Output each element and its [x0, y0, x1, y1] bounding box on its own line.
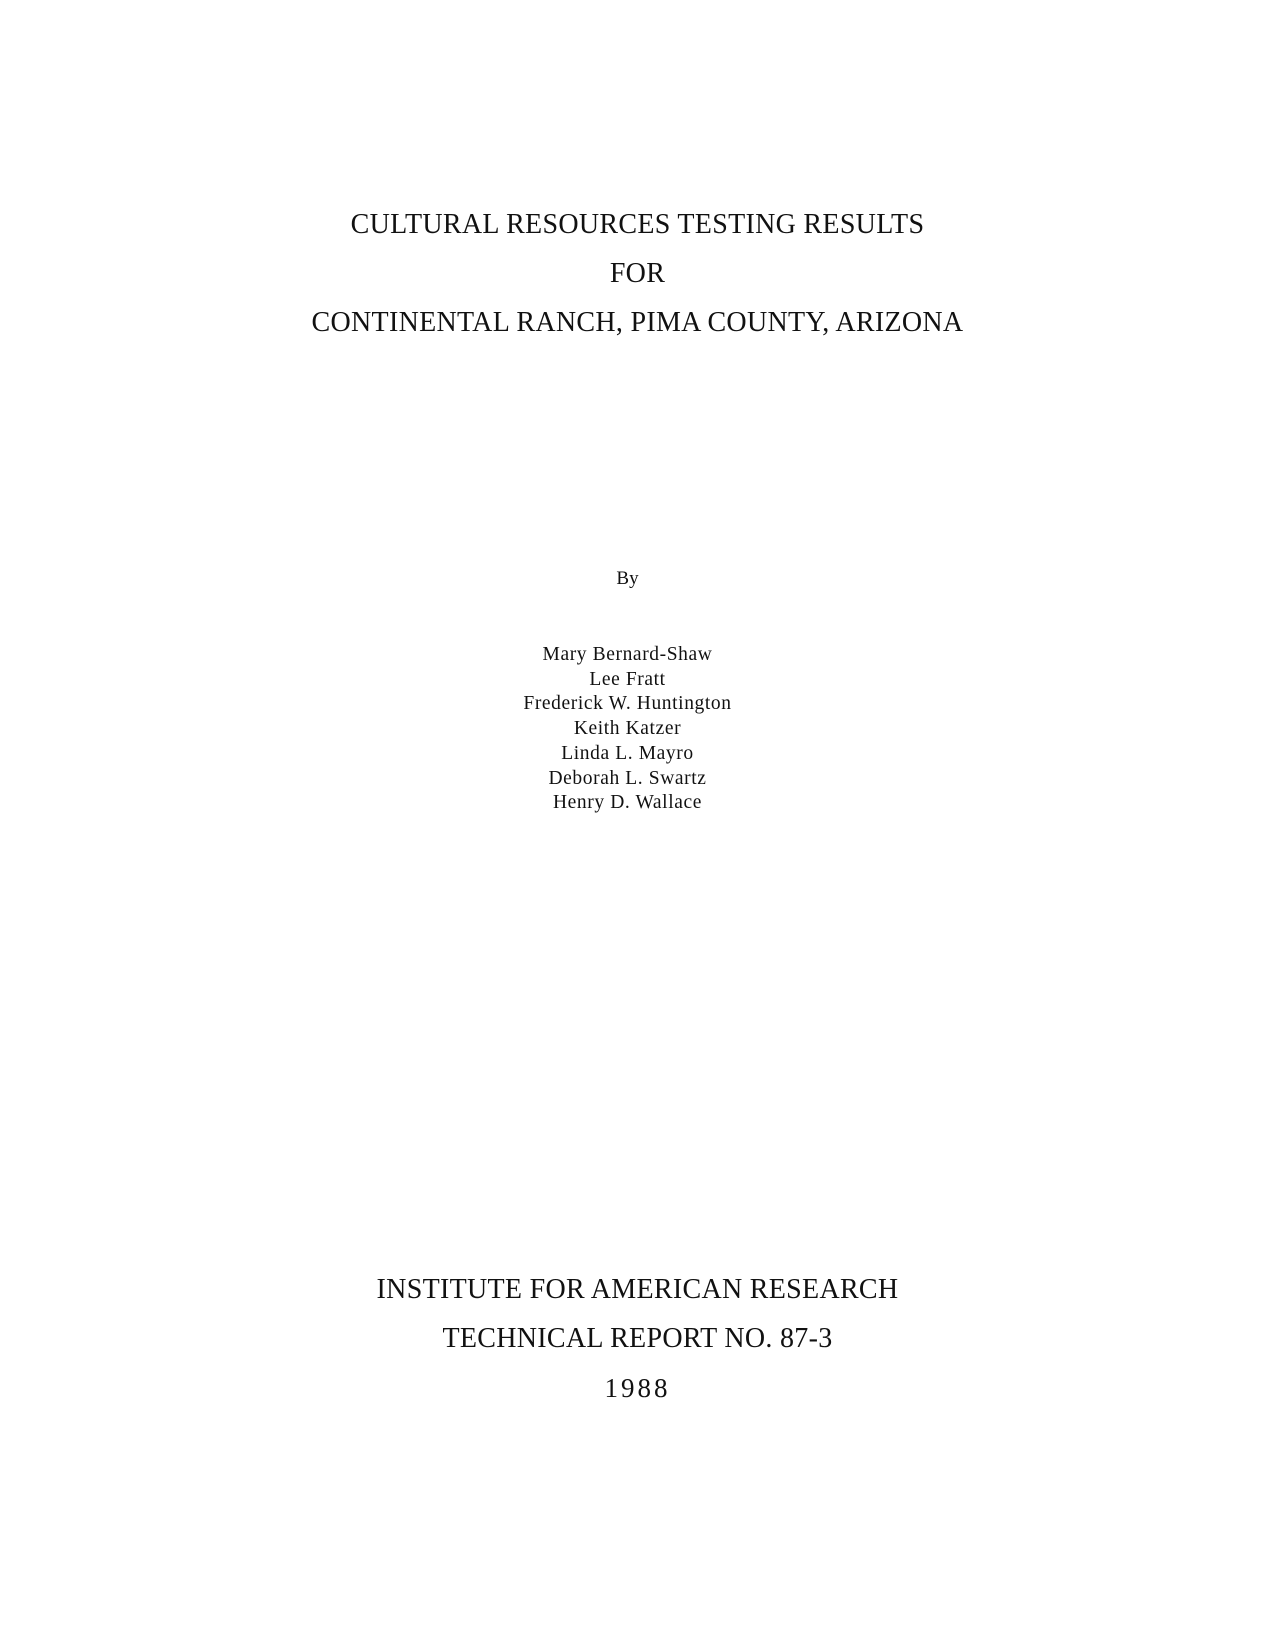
report-title — [0, 210, 1275, 338]
author-name: Mary Bernard-Shaw — [542, 644, 713, 665]
publication-info — [0, 1275, 1275, 1403]
title-line-2: FOR — [609, 258, 666, 289]
author-name: Frederick W. Huntington — [523, 693, 732, 715]
report-number: TECHNICAL REPORT NO. 87-3 — [442, 1323, 833, 1354]
author-name: Henry D. Wallace — [553, 792, 702, 814]
author-list — [0, 643, 1255, 816]
title-line-1: CULTURAL RESOURCES TESTING RESULTS — [350, 209, 925, 240]
by-label: By — [616, 568, 639, 589]
publication-year: 1988 — [604, 1373, 671, 1403]
institution-name: INSTITUTE FOR AMERICAN RESEARCH — [376, 1274, 899, 1305]
author-name: Lee Fratt — [589, 668, 666, 690]
author-name: Keith Katzer — [573, 718, 682, 740]
author-name: Deborah L. Swartz — [548, 767, 707, 789]
author-name: Linda L. Mayro — [561, 742, 694, 764]
title-line-3: CONTINENTAL RANCH, PIMA COUNTY, ARIZONA — [311, 307, 964, 338]
